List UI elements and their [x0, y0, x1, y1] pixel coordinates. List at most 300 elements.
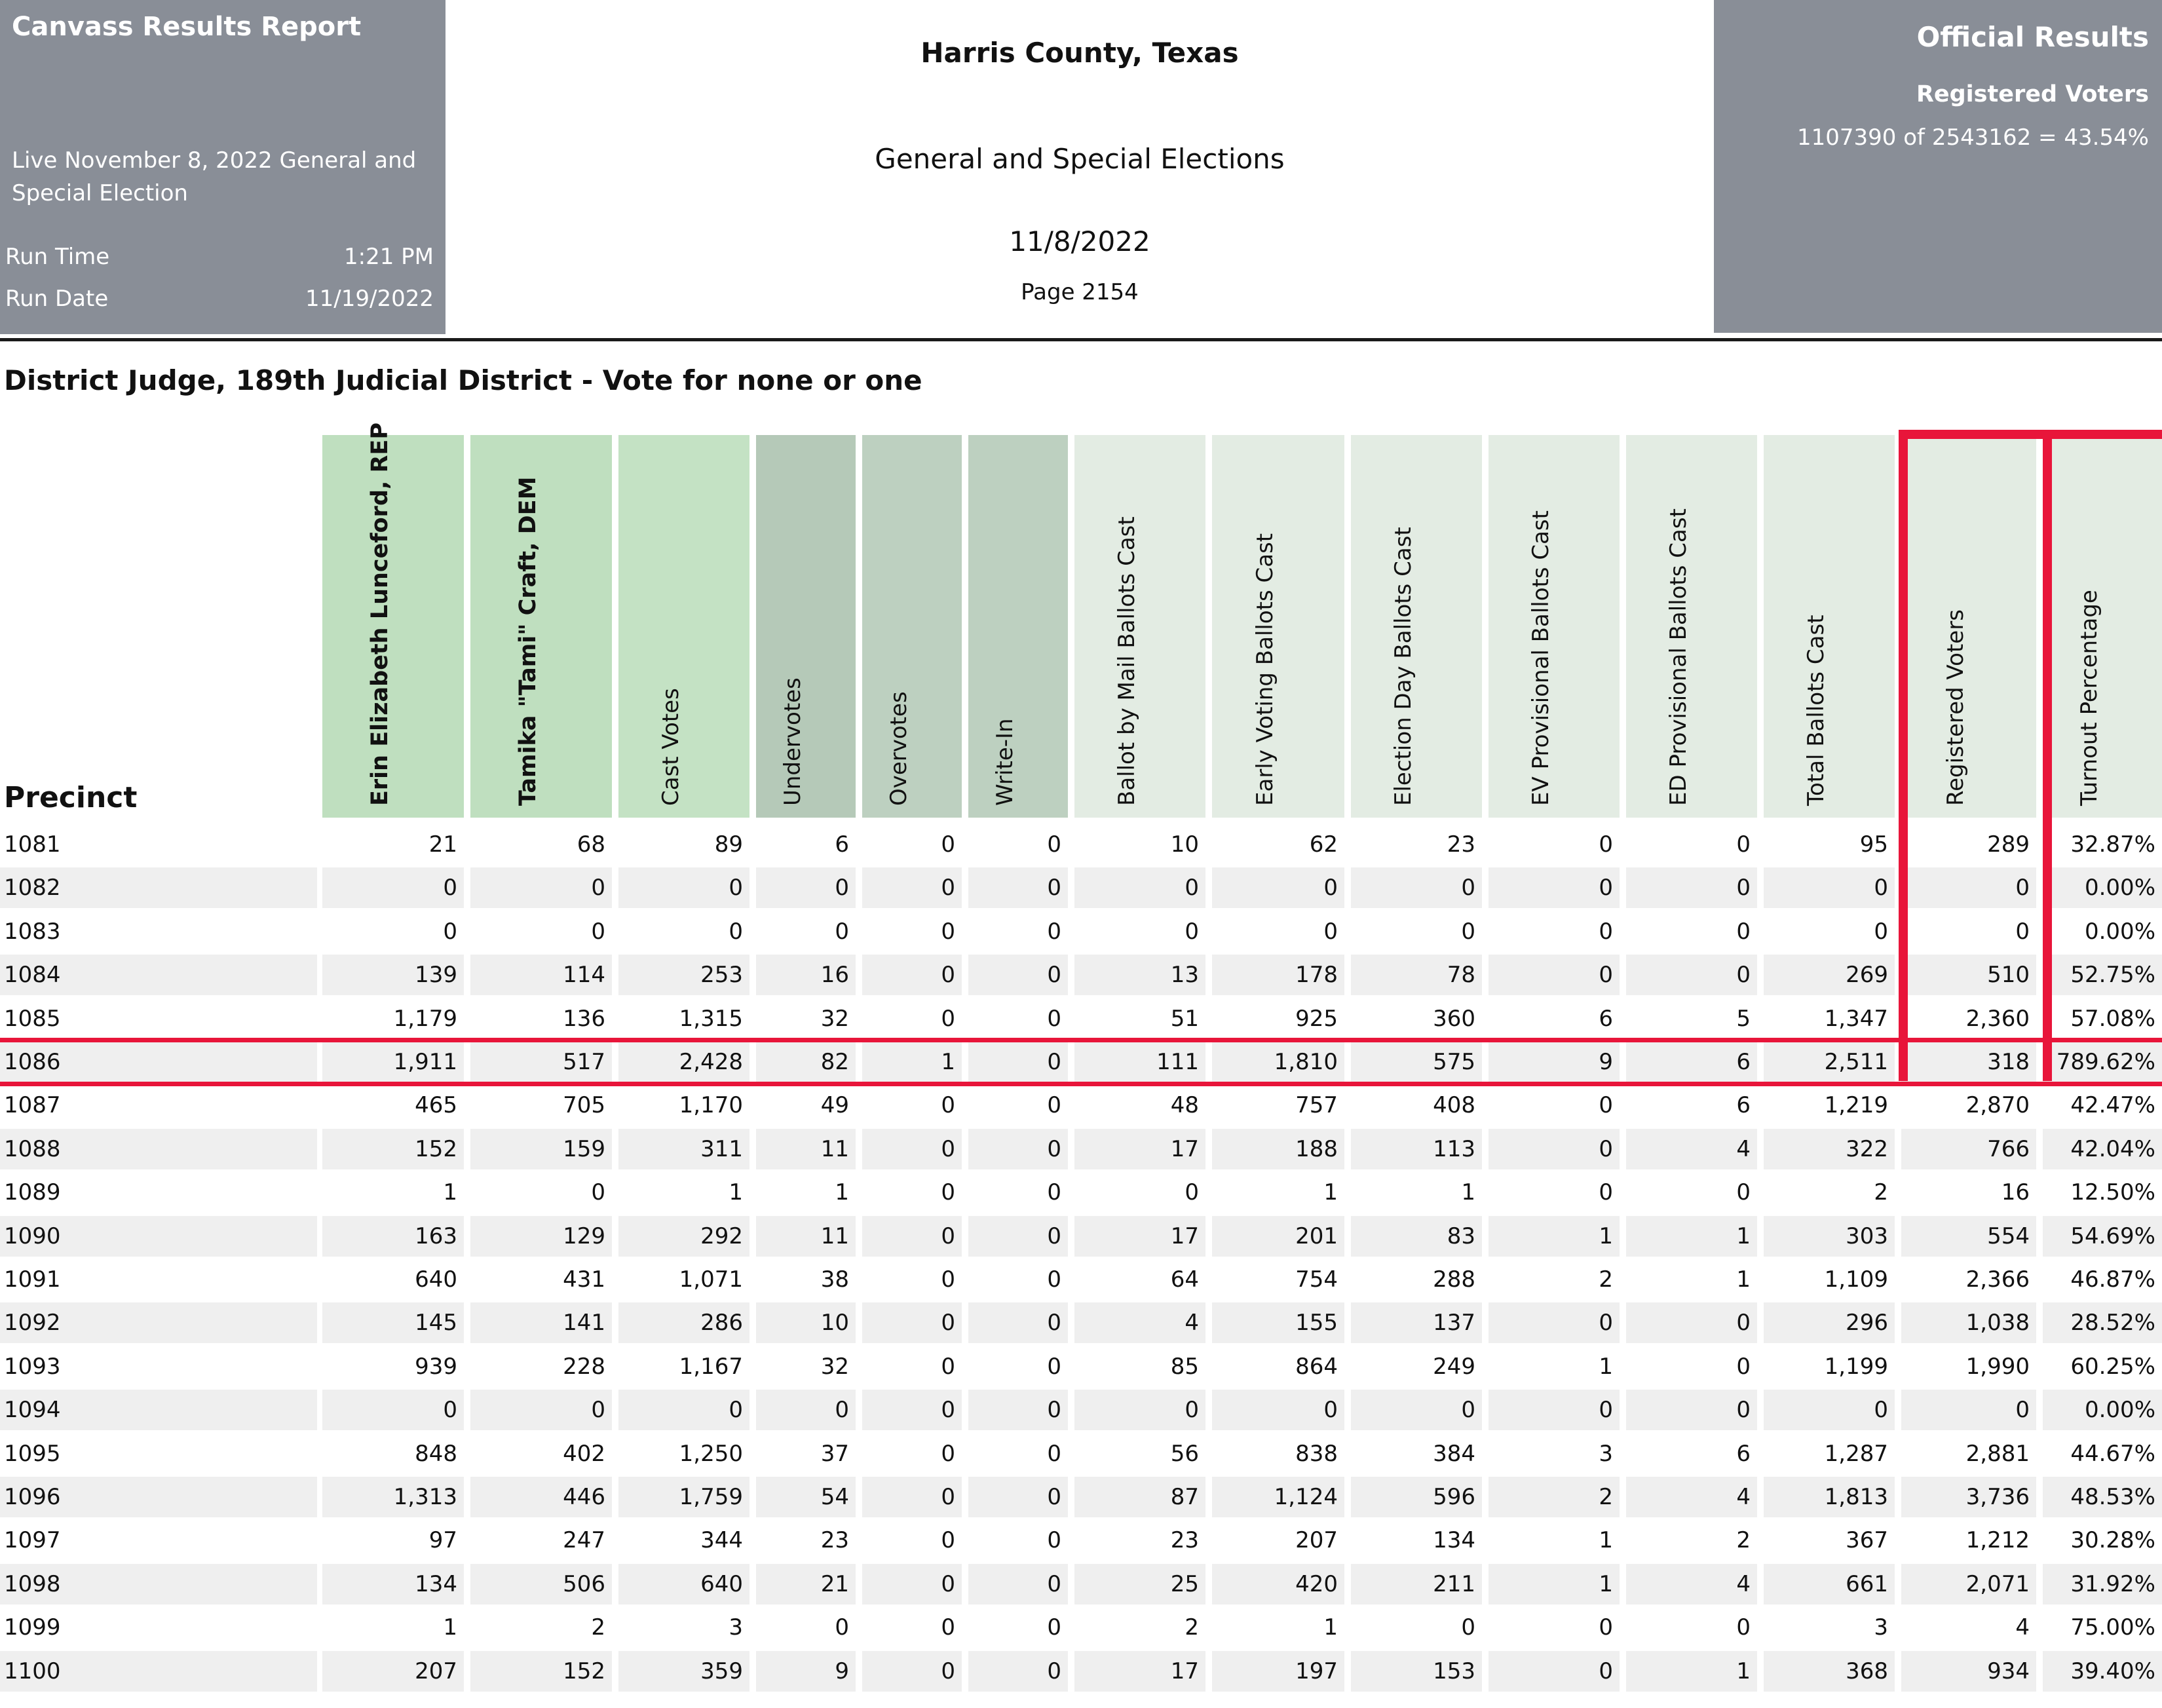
- cell-ed-provisional-ballots-cast: 4: [1736, 1135, 1751, 1162]
- cell-ballot-by-mail-ballots-cast: 111: [1156, 1049, 1199, 1075]
- cell-tamika-tami-craft-dem: 228: [563, 1353, 605, 1380]
- column-header-election-day-ballots-cast: [1351, 435, 1482, 818]
- cell-total-ballots-cast: 1,109: [1824, 1266, 1888, 1293]
- cell-cast-votes: 2,428: [679, 1049, 743, 1075]
- cell-erin-elizabeth-lunceford-rep: 1,313: [393, 1484, 457, 1510]
- cell-write-in: 0: [1047, 1179, 1061, 1206]
- cell-write-in: 0: [1047, 1310, 1061, 1337]
- table-row: [0, 1433, 2162, 1474]
- cell-registered-voters: 2,881: [1965, 1440, 2030, 1467]
- cell-election-day-ballots-cast: 83: [1447, 1223, 1475, 1249]
- cell-undervotes: 49: [820, 1092, 849, 1119]
- cell-turnout-percentage: 789.62%: [2056, 1049, 2155, 1075]
- cell-undervotes: 6: [835, 831, 849, 858]
- run-time-label: Run Time: [5, 244, 110, 270]
- column-header-label: Write-In: [992, 718, 1018, 806]
- cell-cast-votes: 1,071: [679, 1266, 743, 1293]
- cell-early-voting-ballots-cast: 0: [1323, 1397, 1338, 1424]
- cell-total-ballots-cast: 0: [1874, 1397, 1888, 1424]
- column-header-total-ballots-cast: [1764, 435, 1895, 818]
- cell-undervotes: 11: [820, 1135, 849, 1162]
- cell-turnout-percentage: 0.00%: [2084, 1397, 2155, 1424]
- cell-write-in: 0: [1047, 1266, 1061, 1293]
- cell-total-ballots-cast: 1,287: [1824, 1440, 1888, 1467]
- cell-tamika-tami-craft-dem: 247: [563, 1527, 605, 1554]
- cell-cast-votes: 1,250: [679, 1440, 743, 1467]
- cell-ev-provisional-ballots-cast: 3: [1599, 1440, 1613, 1467]
- cell-registered-voters: 766: [1987, 1135, 2030, 1162]
- cell-write-in: 0: [1047, 875, 1061, 901]
- cell-overvotes: 0: [941, 1266, 955, 1293]
- cell-tamika-tami-craft-dem: 141: [563, 1310, 605, 1337]
- cell-ed-provisional-ballots-cast: 0: [1736, 918, 1751, 945]
- cell-turnout-percentage: 0.00%: [2084, 875, 2155, 901]
- cell-tamika-tami-craft-dem: 517: [563, 1049, 605, 1075]
- cell-ev-provisional-ballots-cast: 0: [1599, 1397, 1613, 1424]
- cell-undervotes: 82: [820, 1049, 849, 1075]
- run-date-row: [5, 286, 434, 312]
- cell-write-in: 0: [1047, 1092, 1061, 1119]
- cell-ed-provisional-ballots-cast: 6: [1736, 1092, 1751, 1119]
- cell-tamika-tami-craft-dem: 0: [591, 1179, 605, 1206]
- cell-ev-provisional-ballots-cast: 1: [1599, 1223, 1613, 1249]
- cell-ed-provisional-ballots-cast: 4: [1736, 1570, 1751, 1597]
- table-row: [0, 1085, 2162, 1126]
- cell-cast-votes: 292: [700, 1223, 743, 1249]
- precinct-cell: 1097: [4, 1527, 61, 1554]
- table-row: [0, 1564, 2162, 1604]
- cell-registered-voters: 2,360: [1965, 1005, 2030, 1032]
- cell-ballot-by-mail-ballots-cast: 2: [1185, 1614, 1199, 1641]
- cell-ed-provisional-ballots-cast: 0: [1736, 1397, 1751, 1424]
- column-header-ev-provisional-ballots-cast: [1489, 435, 1620, 818]
- cell-cast-votes: 1,167: [679, 1353, 743, 1380]
- cell-erin-elizabeth-lunceford-rep: 97: [428, 1527, 457, 1554]
- cell-turnout-percentage: 28.52%: [2070, 1310, 2155, 1337]
- cell-election-day-ballots-cast: 137: [1433, 1310, 1475, 1337]
- column-header-early-voting-ballots-cast: [1212, 435, 1344, 818]
- precinct-cell: 1100: [4, 1658, 61, 1684]
- cell-ev-provisional-ballots-cast: 0: [1599, 1135, 1613, 1162]
- cell-ballot-by-mail-ballots-cast: 17: [1170, 1135, 1199, 1162]
- cell-ballot-by-mail-ballots-cast: 17: [1170, 1223, 1199, 1249]
- column-header-tamika-tami-craft-dem: [470, 435, 612, 818]
- cell-erin-elizabeth-lunceford-rep: 1,911: [393, 1049, 457, 1075]
- cell-ed-provisional-ballots-cast: 1: [1736, 1658, 1751, 1684]
- column-header-erin-elizabeth-lunceford-rep: [322, 423, 464, 818]
- cell-overvotes: 0: [941, 1658, 955, 1684]
- cell-write-in: 0: [1047, 1484, 1061, 1510]
- precinct-cell: 1088: [4, 1135, 61, 1162]
- cell-tamika-tami-craft-dem: 705: [563, 1092, 605, 1119]
- cell-ballot-by-mail-ballots-cast: 13: [1170, 962, 1199, 989]
- cell-overvotes: 0: [941, 1570, 955, 1597]
- cell-election-day-ballots-cast: 384: [1433, 1440, 1475, 1467]
- cell-ed-provisional-ballots-cast: 2: [1736, 1527, 1751, 1554]
- cell-overvotes: 0: [941, 1527, 955, 1554]
- cell-ev-provisional-ballots-cast: 0: [1599, 918, 1613, 945]
- cell-cast-votes: 1,759: [679, 1484, 743, 1510]
- cell-erin-elizabeth-lunceford-rep: 848: [415, 1440, 457, 1467]
- cell-overvotes: 0: [941, 1397, 955, 1424]
- table-row: [0, 1172, 2162, 1213]
- table-row: [0, 1477, 2162, 1517]
- cell-ballot-by-mail-ballots-cast: 85: [1170, 1353, 1199, 1380]
- cell-registered-voters: 0: [2015, 918, 2030, 945]
- cell-election-day-ballots-cast: 23: [1447, 831, 1475, 858]
- table-row: [0, 1520, 2162, 1561]
- precinct-column-header: Precinct: [4, 781, 138, 814]
- cell-write-in: 0: [1047, 962, 1061, 989]
- precinct-cell: 1086: [4, 1049, 61, 1075]
- cell-erin-elizabeth-lunceford-rep: 207: [415, 1658, 457, 1684]
- county-name: Harris County, Texas: [920, 37, 1239, 69]
- precinct-cell: 1092: [4, 1310, 61, 1337]
- precinct-cell: 1083: [4, 918, 61, 945]
- cell-write-in: 0: [1047, 1614, 1061, 1641]
- cell-early-voting-ballots-cast: 155: [1295, 1310, 1338, 1337]
- cell-cast-votes: 344: [700, 1527, 743, 1554]
- cell-tamika-tami-craft-dem: 136: [563, 1005, 605, 1032]
- cell-election-day-ballots-cast: 78: [1447, 962, 1475, 989]
- cell-registered-voters: 2,366: [1965, 1266, 2030, 1293]
- cell-cast-votes: 3: [729, 1614, 743, 1641]
- table-row: [0, 1651, 2162, 1692]
- cell-erin-elizabeth-lunceford-rep: 640: [415, 1266, 457, 1293]
- precinct-cell: 1091: [4, 1266, 61, 1293]
- cell-ballot-by-mail-ballots-cast: 0: [1185, 918, 1199, 945]
- cell-undervotes: 54: [820, 1484, 849, 1510]
- column-header-label: Cast Votes: [658, 688, 684, 806]
- precinct-cell: 1090: [4, 1223, 61, 1249]
- column-header-registered-voters: [1901, 435, 2036, 818]
- cell-write-in: 0: [1047, 1397, 1061, 1424]
- table-row: [0, 867, 2162, 908]
- cell-early-voting-ballots-cast: 1: [1323, 1179, 1338, 1206]
- column-header-cast-votes: [618, 435, 749, 818]
- precinct-cell: 1085: [4, 1005, 61, 1032]
- cell-erin-elizabeth-lunceford-rep: 1: [443, 1614, 457, 1641]
- cell-tamika-tami-craft-dem: 431: [563, 1266, 605, 1293]
- cell-ballot-by-mail-ballots-cast: 56: [1170, 1440, 1199, 1467]
- precinct-cell: 1095: [4, 1440, 61, 1467]
- cell-election-day-ballots-cast: 211: [1433, 1570, 1475, 1597]
- cell-write-in: 0: [1047, 1135, 1061, 1162]
- column-header-label: EV Provisional Ballots Cast: [1528, 510, 1554, 806]
- cell-ballot-by-mail-ballots-cast: 87: [1170, 1484, 1199, 1510]
- cell-election-day-ballots-cast: 1: [1461, 1179, 1475, 1206]
- cell-tamika-tami-craft-dem: 506: [563, 1570, 605, 1597]
- cell-cast-votes: 0: [729, 1397, 743, 1424]
- cell-election-day-ballots-cast: 360: [1433, 1005, 1475, 1032]
- cell-registered-voters: 934: [1987, 1658, 2030, 1684]
- cell-undervotes: 0: [835, 1397, 849, 1424]
- cell-undervotes: 10: [820, 1310, 849, 1337]
- run-time-value: 1:21 PM: [344, 244, 434, 270]
- cell-ev-provisional-ballots-cast: 0: [1599, 1658, 1613, 1684]
- cell-undervotes: 37: [820, 1440, 849, 1467]
- table-row: [0, 1390, 2162, 1430]
- column-header-label: Ballot by Mail Ballots Cast: [1114, 516, 1140, 806]
- cell-ballot-by-mail-ballots-cast: 25: [1170, 1570, 1199, 1597]
- cell-write-in: 0: [1047, 1570, 1061, 1597]
- cell-ev-provisional-ballots-cast: 1: [1599, 1527, 1613, 1554]
- precinct-cell: 1081: [4, 831, 61, 858]
- column-header-undervotes: [756, 435, 856, 818]
- precinct-cell: 1082: [4, 875, 61, 901]
- cell-total-ballots-cast: 95: [1859, 831, 1888, 858]
- cell-ballot-by-mail-ballots-cast: 51: [1170, 1005, 1199, 1032]
- column-header-label: Undervotes: [780, 677, 806, 806]
- cell-erin-elizabeth-lunceford-rep: 152: [415, 1135, 457, 1162]
- cell-write-in: 0: [1047, 1658, 1061, 1684]
- cell-cast-votes: 0: [729, 918, 743, 945]
- cell-ballot-by-mail-ballots-cast: 0: [1185, 1179, 1199, 1206]
- cell-turnout-percentage: 57.08%: [2070, 1005, 2155, 1032]
- cell-total-ballots-cast: 1,219: [1824, 1092, 1888, 1119]
- cell-ed-provisional-ballots-cast: 0: [1736, 875, 1751, 901]
- cell-election-day-ballots-cast: 153: [1433, 1658, 1475, 1684]
- cell-turnout-percentage: 0.00%: [2084, 918, 2155, 945]
- cell-erin-elizabeth-lunceford-rep: 0: [443, 875, 457, 901]
- cell-early-voting-ballots-cast: 1,124: [1274, 1484, 1338, 1510]
- cell-registered-voters: 318: [1987, 1049, 2030, 1075]
- precinct-cell: 1089: [4, 1179, 61, 1206]
- cell-registered-voters: 289: [1987, 831, 2030, 858]
- cell-registered-voters: 554: [1987, 1223, 2030, 1249]
- run-date-label: Run Date: [5, 286, 109, 312]
- cell-ballot-by-mail-ballots-cast: 10: [1170, 831, 1199, 858]
- report-header-left: [0, 0, 446, 334]
- cell-overvotes: 0: [941, 831, 955, 858]
- cell-early-voting-ballots-cast: 62: [1309, 831, 1338, 858]
- column-header-label: Turnout Percentage: [2076, 590, 2102, 806]
- table-row: [0, 1129, 2162, 1169]
- precinct-cell: 1094: [4, 1397, 61, 1424]
- cell-ed-provisional-ballots-cast: 6: [1736, 1440, 1751, 1467]
- cell-undervotes: 38: [820, 1266, 849, 1293]
- cell-cast-votes: 359: [700, 1658, 743, 1684]
- cell-overvotes: 0: [941, 1005, 955, 1032]
- cell-turnout-percentage: 60.25%: [2070, 1353, 2155, 1380]
- report-header-right: [1714, 0, 2162, 333]
- cell-erin-elizabeth-lunceford-rep: 939: [415, 1353, 457, 1380]
- cell-write-in: 0: [1047, 831, 1061, 858]
- cell-overvotes: 0: [941, 1440, 955, 1467]
- cell-erin-elizabeth-lunceford-rep: 1,179: [393, 1005, 457, 1032]
- column-header-label: Registered Voters: [1943, 609, 1969, 806]
- precinct-cell: 1098: [4, 1570, 61, 1597]
- cell-total-ballots-cast: 1,813: [1824, 1484, 1888, 1510]
- cell-ed-provisional-ballots-cast: 4: [1736, 1484, 1751, 1510]
- cell-ev-provisional-ballots-cast: 2: [1599, 1484, 1613, 1510]
- cell-ev-provisional-ballots-cast: 0: [1599, 1092, 1613, 1119]
- cell-ed-provisional-ballots-cast: 0: [1736, 962, 1751, 989]
- election-title: General and Special Elections: [875, 143, 1285, 175]
- table-row: [0, 1607, 2162, 1648]
- cell-write-in: 0: [1047, 1005, 1061, 1032]
- cell-ev-provisional-ballots-cast: 9: [1599, 1049, 1613, 1075]
- cell-tamika-tami-craft-dem: 402: [563, 1440, 605, 1467]
- column-header-label: Total Ballots Cast: [1803, 615, 1829, 806]
- cell-write-in: 0: [1047, 1223, 1061, 1249]
- cell-turnout-percentage: 42.04%: [2070, 1135, 2155, 1162]
- cell-cast-votes: 89: [714, 831, 743, 858]
- cell-total-ballots-cast: 322: [1846, 1135, 1888, 1162]
- cell-total-ballots-cast: 0: [1874, 875, 1888, 901]
- cell-tamika-tami-craft-dem: 0: [591, 918, 605, 945]
- cell-total-ballots-cast: 2: [1874, 1179, 1888, 1206]
- cell-erin-elizabeth-lunceford-rep: 145: [415, 1310, 457, 1337]
- cell-election-day-ballots-cast: 288: [1433, 1266, 1475, 1293]
- cell-turnout-percentage: 52.75%: [2070, 962, 2155, 989]
- cell-overvotes: 0: [941, 1092, 955, 1119]
- cell-election-day-ballots-cast: 134: [1433, 1527, 1475, 1554]
- cell-ed-provisional-ballots-cast: 1: [1736, 1223, 1751, 1249]
- precinct-cell: 1084: [4, 962, 61, 989]
- cell-turnout-percentage: 46.87%: [2070, 1266, 2155, 1293]
- cell-ed-provisional-ballots-cast: 6: [1736, 1049, 1751, 1075]
- cell-early-voting-ballots-cast: 925: [1295, 1005, 1338, 1032]
- run-time-row: [5, 244, 434, 270]
- cell-cast-votes: 1,170: [679, 1092, 743, 1119]
- cell-ev-provisional-ballots-cast: 0: [1599, 962, 1613, 989]
- cell-write-in: 0: [1047, 918, 1061, 945]
- cell-overvotes: 0: [941, 1484, 955, 1510]
- cell-registered-voters: 510: [1987, 962, 2030, 989]
- cell-ed-provisional-ballots-cast: 0: [1736, 1310, 1751, 1337]
- cell-election-day-ballots-cast: 113: [1433, 1135, 1475, 1162]
- column-header-label: Tamika "Tami" Craft, DEM: [515, 476, 541, 806]
- cell-tamika-tami-craft-dem: 2: [591, 1614, 605, 1641]
- cell-tamika-tami-craft-dem: 152: [563, 1658, 605, 1684]
- cell-undervotes: 11: [820, 1223, 849, 1249]
- cell-ev-provisional-ballots-cast: 1: [1599, 1570, 1613, 1597]
- cell-ed-provisional-ballots-cast: 5: [1736, 1005, 1751, 1032]
- table-row: [0, 1259, 2162, 1300]
- cell-cast-votes: 311: [700, 1135, 743, 1162]
- cell-write-in: 0: [1047, 1527, 1061, 1554]
- cell-ev-provisional-ballots-cast: 6: [1599, 1005, 1613, 1032]
- cell-ballot-by-mail-ballots-cast: 23: [1170, 1527, 1199, 1554]
- cell-erin-elizabeth-lunceford-rep: 0: [443, 1397, 457, 1424]
- cell-early-voting-ballots-cast: 178: [1295, 962, 1338, 989]
- cell-undervotes: 1: [835, 1179, 849, 1206]
- cell-early-voting-ballots-cast: 197: [1295, 1658, 1338, 1684]
- column-header-overvotes: [862, 435, 962, 818]
- table-row: [0, 824, 2162, 865]
- cell-tamika-tami-craft-dem: 159: [563, 1135, 605, 1162]
- cell-tamika-tami-craft-dem: 0: [591, 1397, 605, 1424]
- cell-early-voting-ballots-cast: 0: [1323, 875, 1338, 901]
- cell-registered-voters: 3,736: [1965, 1484, 2030, 1510]
- cell-registered-voters: 0: [2015, 875, 2030, 901]
- cell-write-in: 0: [1047, 1440, 1061, 1467]
- cell-registered-voters: 2,870: [1965, 1092, 2030, 1119]
- cell-turnout-percentage: 30.28%: [2070, 1527, 2155, 1554]
- cell-turnout-percentage: 39.40%: [2070, 1658, 2155, 1684]
- cell-early-voting-ballots-cast: 201: [1295, 1223, 1338, 1249]
- cell-overvotes: 0: [941, 1614, 955, 1641]
- cell-early-voting-ballots-cast: 757: [1295, 1092, 1338, 1119]
- cell-total-ballots-cast: 303: [1846, 1223, 1888, 1249]
- cell-early-voting-ballots-cast: 0: [1323, 918, 1338, 945]
- table-row: [0, 1302, 2162, 1343]
- registered-voters-stat: 1107390 of 2543162 = 43.54%: [1797, 124, 2149, 151]
- column-header-label: Early Voting Ballots Cast: [1252, 533, 1278, 806]
- cell-overvotes: 0: [941, 1135, 955, 1162]
- cell-undervotes: 0: [835, 875, 849, 901]
- table-row: [0, 1216, 2162, 1257]
- cell-ev-provisional-ballots-cast: 0: [1599, 831, 1613, 858]
- table-row: [0, 955, 2162, 995]
- cell-overvotes: 0: [941, 918, 955, 945]
- cell-turnout-percentage: 54.69%: [2070, 1223, 2155, 1249]
- cell-cast-votes: 640: [700, 1570, 743, 1597]
- cell-write-in: 0: [1047, 1049, 1061, 1075]
- cell-total-ballots-cast: 1,347: [1824, 1005, 1888, 1032]
- cell-election-day-ballots-cast: 408: [1433, 1092, 1475, 1119]
- report-title: Canvass Results Report: [12, 12, 362, 42]
- cell-cast-votes: 286: [700, 1310, 743, 1337]
- cell-early-voting-ballots-cast: 188: [1295, 1135, 1338, 1162]
- cell-ballot-by-mail-ballots-cast: 64: [1170, 1266, 1199, 1293]
- cell-early-voting-ballots-cast: 838: [1295, 1440, 1338, 1467]
- cell-election-day-ballots-cast: 596: [1433, 1484, 1475, 1510]
- column-header-label: Election Day Ballots Cast: [1390, 527, 1416, 806]
- cell-tamika-tami-craft-dem: 68: [577, 831, 605, 858]
- cell-ev-provisional-ballots-cast: 0: [1599, 1614, 1613, 1641]
- cell-erin-elizabeth-lunceford-rep: 21: [428, 831, 457, 858]
- cell-election-day-ballots-cast: 0: [1461, 1397, 1475, 1424]
- cell-election-day-ballots-cast: 0: [1461, 918, 1475, 945]
- cell-tamika-tami-craft-dem: 446: [563, 1484, 605, 1510]
- cell-ev-provisional-ballots-cast: 0: [1599, 1179, 1613, 1206]
- table-row: [0, 998, 2162, 1039]
- registered-voters-label: Registered Voters: [1916, 81, 2149, 107]
- column-header-ed-provisional-ballots-cast: [1626, 435, 1757, 818]
- cell-election-day-ballots-cast: 575: [1433, 1049, 1475, 1075]
- cell-cast-votes: 253: [700, 962, 743, 989]
- race-title: District Judge, 189th Judicial District - Vote for none or one: [4, 364, 922, 396]
- report-header-center: [446, 0, 1714, 334]
- cell-total-ballots-cast: 2,511: [1824, 1049, 1888, 1075]
- cell-ballot-by-mail-ballots-cast: 48: [1170, 1092, 1199, 1119]
- cell-ballot-by-mail-ballots-cast: 0: [1185, 875, 1199, 901]
- cell-overvotes: 0: [941, 1310, 955, 1337]
- cell-cast-votes: 0: [729, 875, 743, 901]
- cell-erin-elizabeth-lunceford-rep: 0: [443, 918, 457, 945]
- cell-undervotes: 0: [835, 918, 849, 945]
- cell-cast-votes: 1: [729, 1179, 743, 1206]
- page-number: Page 2154: [1021, 279, 1139, 305]
- cell-undervotes: 16: [820, 962, 849, 989]
- cell-ed-provisional-ballots-cast: 1: [1736, 1266, 1751, 1293]
- cell-registered-voters: 1,212: [1965, 1527, 2030, 1554]
- official-results-label: Official Results: [1916, 21, 2149, 53]
- cell-ev-provisional-ballots-cast: 0: [1599, 1310, 1613, 1337]
- cell-ed-provisional-ballots-cast: 0: [1736, 831, 1751, 858]
- cell-registered-voters: 4: [2015, 1614, 2030, 1641]
- cell-undervotes: 32: [820, 1353, 849, 1380]
- cell-early-voting-ballots-cast: 754: [1295, 1266, 1338, 1293]
- column-header-label: ED Provisional Ballots Cast: [1665, 508, 1692, 806]
- cell-turnout-percentage: 12.50%: [2070, 1179, 2155, 1206]
- cell-election-day-ballots-cast: 0: [1461, 875, 1475, 901]
- cell-undervotes: 32: [820, 1005, 849, 1032]
- precinct-cell: 1087: [4, 1092, 61, 1119]
- table-row: [0, 911, 2162, 952]
